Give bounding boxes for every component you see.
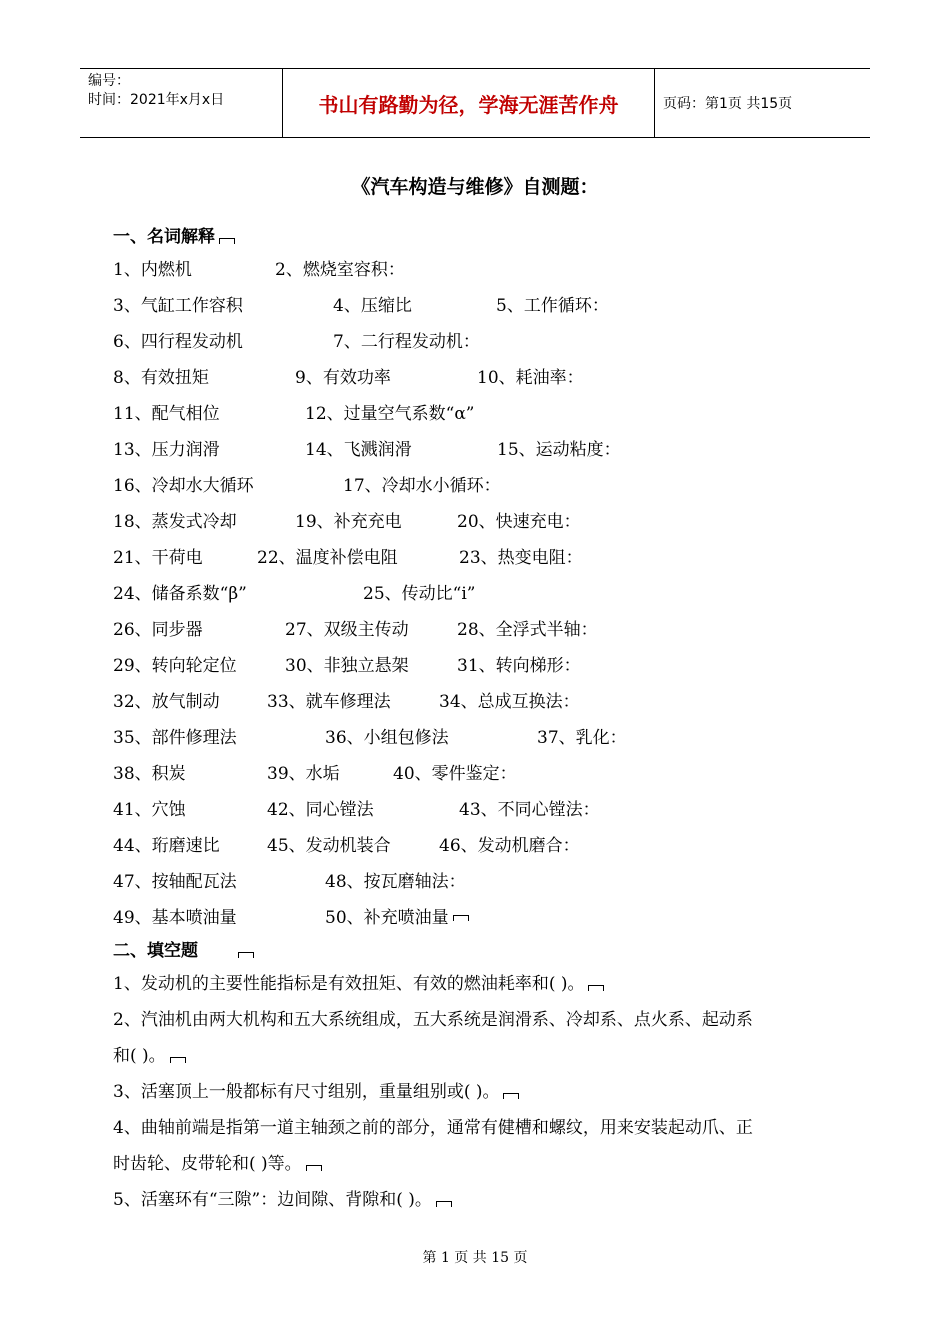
term-item: 11、配气相位 xyxy=(113,404,220,424)
term-item: 24、储备系数“β” xyxy=(113,584,247,604)
term-item: 41、穴蚀 xyxy=(113,800,186,820)
term-item: 34、总成互换法： xyxy=(439,692,580,712)
paragraph-mark-icon xyxy=(306,1165,322,1171)
term-row xyxy=(113,288,843,324)
term-item: 7、二行程发动机： xyxy=(333,332,480,352)
term-item: 33、就车修理法 xyxy=(267,692,391,712)
paragraph-mark-icon xyxy=(503,1093,519,1099)
term-row xyxy=(113,252,843,288)
term-item: 48、按瓦磨轴法： xyxy=(325,872,466,892)
term-row xyxy=(113,612,843,648)
code-label: 编号： xyxy=(88,73,130,89)
term-item: 45、发动机装合 xyxy=(267,836,391,856)
term-item: 37、乳化： xyxy=(537,728,627,748)
term-item: 25、传动比“i” xyxy=(363,584,476,604)
header-left-cell xyxy=(80,69,283,137)
paragraph-mark-icon xyxy=(219,238,235,244)
term-item: 35、部件修理法 xyxy=(113,728,237,748)
term-item: 36、小组包修法 xyxy=(325,728,449,748)
page-header xyxy=(80,68,870,138)
term-item: 17、冷却水小循环： xyxy=(343,476,501,496)
fill-questions xyxy=(113,966,843,1218)
term-item: 18、蒸发式冷却 xyxy=(113,512,237,532)
term-item: 29、转向轮定位 xyxy=(113,656,237,676)
page-footer: 第 1 页 共 15 页 xyxy=(422,1250,528,1266)
document-title: 《汽车构造与维修》自测题： xyxy=(351,176,599,198)
term-item: 10、耗油率： xyxy=(477,368,584,388)
term-item: 42、同心镗法 xyxy=(267,800,374,820)
term-item: 14、飞溅润滑 xyxy=(305,440,412,460)
question-5: 5、活塞环有“三隙”：边间隙、背隙和( )。 xyxy=(113,1182,843,1218)
term-row xyxy=(113,396,843,432)
term-row xyxy=(113,792,843,828)
term-item: 44、珩磨速比 xyxy=(113,836,220,856)
term-item: 15、运动粘度： xyxy=(497,440,621,460)
term-item: 30、非独立悬架 xyxy=(285,656,409,676)
paragraph-mark-icon xyxy=(238,952,254,958)
term-item: 28、全浮式半轴： xyxy=(457,620,598,640)
term-item: 8、有效扭矩 xyxy=(113,368,209,388)
page-info: 页码：第1页 共15页 xyxy=(663,96,793,112)
term-row xyxy=(113,828,843,864)
term-item: 47、按轴配瓦法 xyxy=(113,872,237,892)
term-item: 40、零件鉴定： xyxy=(393,764,517,784)
time-label: 时间：2021年x月x日 xyxy=(88,92,225,108)
term-item: 31、转向梯形： xyxy=(457,656,581,676)
section-heading-terms: 一、名词解释 xyxy=(113,222,843,252)
term-item: 12、过量空气系数“α” xyxy=(305,404,475,424)
term-item: 38、积炭 xyxy=(113,764,186,784)
term-item: 39、水垢 xyxy=(267,764,340,784)
term-row xyxy=(113,720,843,756)
paragraph-mark-icon xyxy=(453,915,469,921)
term-item: 4、压缩比 xyxy=(333,296,412,316)
term-row xyxy=(113,648,843,684)
paragraph-mark-icon xyxy=(436,1201,452,1207)
term-item: 22、温度补偿电阻 xyxy=(257,548,398,568)
term-item: 20、快速充电： xyxy=(457,512,581,532)
term-row xyxy=(113,504,843,540)
paragraph-mark-icon xyxy=(170,1057,186,1063)
term-row xyxy=(113,684,843,720)
term-row xyxy=(113,324,843,360)
term-item: 3、气缸工作容积 xyxy=(113,296,243,316)
term-item: 21、干荷电 xyxy=(113,548,203,568)
term-item: 46、发动机磨合： xyxy=(439,836,580,856)
term-row xyxy=(113,468,843,504)
paragraph-mark-icon xyxy=(588,985,604,991)
term-row xyxy=(113,864,843,900)
motto: 书山有路勤为径，学海无涯苦作舟 xyxy=(283,69,655,137)
term-item: 5、工作循环： xyxy=(496,296,609,316)
content xyxy=(113,222,843,1218)
term-row xyxy=(113,540,843,576)
term-item: 26、同步器 xyxy=(113,620,203,640)
question-4-line1: 4、曲轴前端是指第一道主轴颈之前的部分，通常有健槽和螺纹，用来安装起动爪、正 xyxy=(113,1118,753,1138)
term-item: 43、不同心镗法： xyxy=(459,800,600,820)
term-row xyxy=(113,360,843,396)
term-item: 19、补充充电 xyxy=(295,512,402,532)
terms-list xyxy=(113,252,843,936)
section-heading-fill: 二、填空题 xyxy=(113,936,843,966)
term-item: 49、基本喷油量 xyxy=(113,908,237,928)
question-2-line1: 2、汽油机由两大机构和五大系统组成，五大系统是润滑系、冷却系、点火系、起动系 xyxy=(113,1010,753,1030)
term-item: 32、放气制动 xyxy=(113,692,220,712)
term-item: 13、压力润滑 xyxy=(113,440,220,460)
term-item: 23、热变电阻： xyxy=(459,548,583,568)
question-4-line2: 时齿轮、皮带轮和( )等。 xyxy=(113,1146,843,1182)
term-row xyxy=(113,900,843,936)
question-2-line2: 和( )。 xyxy=(113,1038,843,1074)
term-item: 6、四行程发动机 xyxy=(113,332,243,352)
term-row xyxy=(113,576,843,612)
question-1: 1、发动机的主要性能指标是有效扭矩、有效的燃油耗率和( )。 xyxy=(113,966,843,1002)
term-item: 16、冷却水大循环 xyxy=(113,476,254,496)
term-item: 2、燃烧室容积： xyxy=(275,260,405,280)
term-item: 9、有效功率 xyxy=(295,368,391,388)
term-item: 1、内燃机 xyxy=(113,260,192,280)
term-item: 50、补充喷油量 xyxy=(325,908,449,928)
term-item: 27、双级主传动 xyxy=(285,620,409,640)
term-row xyxy=(113,432,843,468)
term-row xyxy=(113,756,843,792)
question-3: 3、活塞顶上一般都标有尺寸组别，重量组别或( )。 xyxy=(113,1074,843,1110)
